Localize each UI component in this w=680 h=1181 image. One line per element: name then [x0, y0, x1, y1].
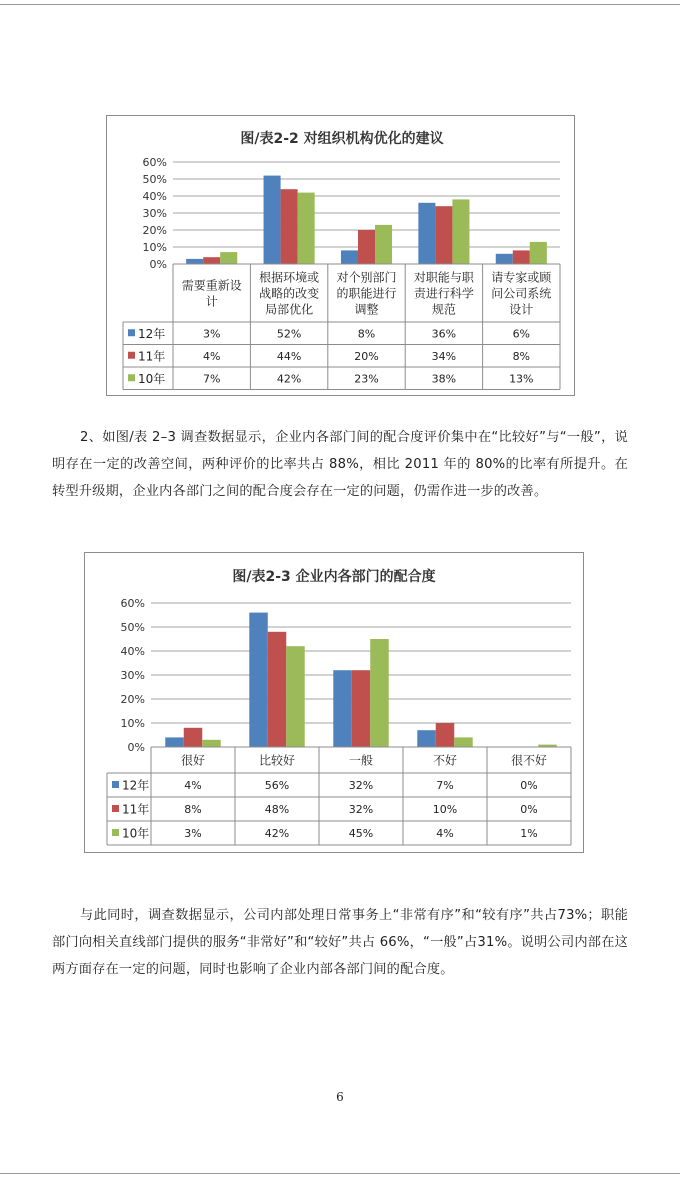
chart1-legend-label: 10年 [138, 371, 166, 386]
chart2-data-label: 4% [184, 779, 202, 792]
chart1-category-label: 需要重新设 [181, 278, 242, 293]
chart1-bar [281, 189, 298, 264]
chart-department-coordination [84, 552, 584, 853]
chart2-ytick-label: 60% [120, 597, 145, 610]
chart1-legend-swatch [128, 352, 135, 359]
chart2-legend-swatch [112, 805, 119, 812]
chart2-legend-label: 10年 [122, 826, 150, 841]
chart1-data-label: 13% [509, 372, 534, 386]
chart2-title: 图/表2-3 企业内各部门的配合度 [232, 569, 436, 585]
chart1-data-label: 4% [202, 349, 221, 363]
chart1-category-label: 问公司系统 [491, 286, 552, 301]
chart2-data-label: 8% [184, 803, 202, 816]
chart1-ytick-label: 30% [142, 207, 167, 220]
chart2-bar [268, 632, 286, 747]
chart2-legend-swatch [112, 829, 119, 836]
chart2-data-label: 45% [348, 827, 374, 840]
chart2-ytick-label: 20% [120, 693, 145, 706]
chart2-data-label: 4% [436, 827, 454, 840]
chart2-bar [417, 730, 435, 747]
chart1-category-label: 设计 [509, 302, 534, 317]
chart1-legend-label: 12年 [138, 326, 166, 341]
chart2-data-label: 0% [520, 803, 538, 816]
chart1-bar [530, 242, 547, 264]
chart1-data-label: 52% [276, 327, 302, 341]
chart1-bar [513, 250, 530, 264]
chart2-category-label: 一般 [348, 753, 374, 768]
chart2-legend-swatch [112, 781, 119, 788]
page-number: 6 [336, 1090, 344, 1104]
chart1-data-label: 6% [512, 327, 531, 341]
chart1-category-label: 调整 [354, 302, 379, 317]
chart2-ytick-label: 50% [120, 621, 145, 634]
chart1-category-label: 计 [205, 294, 218, 309]
chart2-legend-label: 12年 [122, 778, 150, 793]
chart1-category-label: 局部优化 [265, 302, 314, 317]
chart2-category-label: 很不好 [510, 753, 548, 768]
chart1-ytick-label: 40% [142, 190, 167, 203]
chart2-data-label: 7% [436, 779, 454, 792]
chart2-ytick-label: 30% [120, 669, 145, 682]
chart2-data-label: 32% [348, 779, 374, 792]
chart1-data-label: 42% [276, 372, 302, 386]
chart-org-optimization [106, 115, 575, 396]
chart1-bar [203, 257, 220, 264]
chart2-category-label: 比较好 [258, 753, 296, 768]
top-rule [0, 4, 680, 5]
chart1-category-label: 战略的改变 [259, 286, 320, 301]
bottom-rule [0, 1173, 680, 1174]
chart2-bar [370, 639, 388, 747]
chart1-bar [496, 254, 513, 264]
chart1-bar [341, 250, 358, 264]
chart1-bar [298, 193, 315, 264]
chart1-category-label: 对职能与职 [413, 270, 474, 285]
chart2-data-label: 32% [348, 803, 374, 816]
chart1-ytick-label: 10% [142, 241, 167, 254]
chart1-title: 图/表2-2 对组织机构优化的建议 [240, 131, 444, 147]
chart1-bar [358, 230, 375, 264]
chart-org-optimization-svg [107, 116, 574, 395]
chart1-data-label: 44% [276, 349, 302, 363]
chart2-category-label: 不好 [432, 753, 458, 768]
chart1-ytick-label: 0% [149, 258, 167, 271]
chart-department-coordination-svg [85, 553, 583, 852]
chart1-ytick-label: 50% [142, 173, 167, 186]
chart1-legend-label: 11年 [138, 349, 166, 364]
chart1-data-label: 38% [431, 372, 457, 386]
chart2-bar [249, 613, 267, 747]
chart1-data-label: 20% [354, 349, 379, 363]
chart2-bar [286, 646, 304, 747]
chart1-bar [375, 225, 392, 264]
chart1-bar [220, 252, 237, 264]
chart1-bar [186, 259, 203, 264]
chart1-category-label: 的职能进行 [336, 286, 397, 301]
chart1-category-label: 责进行科学 [413, 286, 474, 301]
chart1-bar [264, 176, 281, 264]
chart2-bar [436, 723, 454, 747]
chart2-bar [184, 728, 202, 747]
chart1-bar [418, 203, 435, 264]
chart1-bar [435, 206, 452, 264]
chart1-legend-swatch [128, 374, 135, 381]
chart2-data-label: 56% [264, 779, 290, 792]
chart2-bar [202, 740, 220, 747]
chart2-data-label: 42% [264, 827, 290, 840]
chart2-bar [333, 670, 351, 747]
chart1-data-label: 7% [202, 372, 221, 386]
chart2-ytick-label: 40% [120, 645, 145, 658]
chart1-data-label: 8% [512, 349, 531, 363]
chart1-bar [452, 199, 469, 264]
chart1-data-label: 36% [431, 327, 457, 341]
chart1-data-label: 34% [431, 349, 457, 363]
chart1-data-label: 23% [354, 372, 379, 386]
chart2-data-label: 48% [264, 803, 290, 816]
chart1-category-label: 请专家或顾 [491, 270, 552, 285]
chart2-data-label: 10% [432, 803, 458, 816]
chart1-category-label: 根据环境或 [259, 270, 320, 285]
chart1-data-label: 3% [202, 327, 221, 341]
chart2-data-label: 3% [184, 827, 202, 840]
chart2-legend-label: 11年 [122, 802, 150, 817]
chart2-ytick-label: 10% [120, 717, 145, 730]
chart1-category-label: 规范 [431, 302, 456, 317]
chart2-data-label: 0% [520, 779, 538, 792]
chart1-category-label: 对个别部门 [336, 270, 397, 285]
chart1-legend-swatch [128, 329, 135, 336]
chart2-bar [352, 670, 370, 747]
chart2-bar [165, 737, 183, 747]
chart1-ytick-label: 60% [142, 156, 167, 169]
chart2-data-label: 1% [520, 827, 538, 840]
chart2-category-label: 很好 [180, 753, 206, 768]
chart2-bar [454, 737, 472, 747]
chart1-data-label: 8% [357, 327, 376, 341]
chart1-ytick-label: 20% [142, 224, 167, 237]
chart2-ytick-label: 0% [127, 741, 145, 754]
paragraph-1: 2、如图/表 2–3 调查数据显示，企业内各部门间的配合度评价集中在“比较好”与“一般”，说明存在一定的改善空间，两种评价的比率共占 88%，相比 2011 年的 80%的比率有所提升。在转型升级期，企业内各部门之间的配合度会存在一定的问题，仍需作进一步的改善。 [52, 430, 628, 499]
paragraph-2: 与此同时，调查数据显示，公司内部处理日常事务上“非常有序”和“较有序”共占73%；职能部门向相关直线部门提供的服务“非常好”和“较好”共占 66%，“一般”占31%。说明公司内部在这两方面存在一定的问题，同时也影响了企业内部各部门间的配合度。 [52, 908, 628, 977]
